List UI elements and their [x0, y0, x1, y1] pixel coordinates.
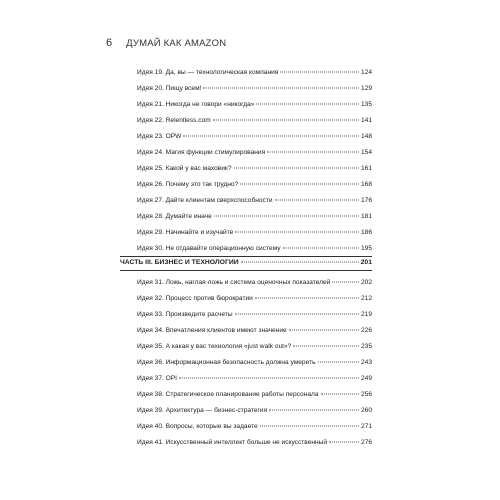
toc-entry — [137, 374, 372, 384]
book-title: ДУМАЙ КАК AMAZON — [126, 38, 227, 49]
toc-entry — [137, 390, 372, 400]
toc-entry-page: 186 — [360, 229, 372, 236]
toc-entry — [137, 294, 372, 304]
dot-leader — [240, 184, 359, 185]
dot-leader — [235, 232, 359, 233]
dot-leader — [256, 104, 359, 105]
toc-entry — [137, 406, 372, 416]
toc-entry-page: 124 — [360, 69, 372, 76]
toc-entry-page: 148 — [360, 133, 372, 140]
part-rule-top — [120, 256, 372, 257]
dot-leader — [255, 298, 359, 299]
toc-entry-title: Идея 20. Пищу всем! — [137, 85, 202, 92]
dot-leader — [275, 200, 359, 201]
toc-entry — [137, 326, 372, 336]
dot-leader — [329, 442, 359, 443]
toc-entry-title: Идея 40. Вопросы, которые вы задаете — [137, 423, 258, 430]
dot-leader — [183, 136, 359, 137]
toc-entry — [137, 212, 372, 222]
toc-entry-page: 243 — [360, 359, 372, 366]
toc-entry-title: Идея 30. Не отдавайте операционную систему — [137, 245, 281, 252]
toc-entry-title: Идея 19. Да, вы — технологическая компания — [137, 69, 279, 76]
toc-entry-page: 141 — [360, 117, 372, 124]
toc-entry — [137, 148, 372, 158]
toc-entry — [137, 84, 372, 94]
toc-entry-page: 235 — [360, 343, 372, 350]
toc-entry — [137, 422, 372, 432]
toc-entry-page: 168 — [360, 181, 372, 188]
toc-entry-page: 176 — [360, 197, 372, 204]
toc-entry-title: Идея 38. Стратегическое планирование работы персонала — [137, 391, 319, 398]
toc-entry — [137, 100, 372, 110]
dot-leader — [332, 282, 359, 283]
dot-leader — [318, 362, 359, 363]
running-head — [106, 37, 226, 49]
toc-entry-title: Идея 36. Информационная безопасность должна умереть — [137, 359, 316, 366]
toc-entry-title: Идея 29. Начинайте и изучайте — [137, 229, 234, 236]
toc-entry — [137, 244, 372, 254]
toc-entry-page: 249 — [360, 375, 372, 382]
toc-entry-title: Идея 22. Relentless.com — [137, 117, 211, 124]
toc-entry-page: 271 — [360, 423, 372, 430]
dot-leader — [213, 120, 359, 121]
toc-entry — [137, 116, 372, 126]
part-heading — [120, 258, 372, 268]
toc-entry-page: 260 — [360, 407, 372, 414]
toc-entry — [137, 132, 372, 142]
toc-entry-title: Идея 25. Какой у вас маховик? — [137, 165, 232, 172]
dot-leader — [241, 262, 359, 263]
toc-entry-title: Идея 33. Произведите расчеты — [137, 311, 233, 318]
dot-leader — [203, 88, 359, 89]
toc-entry-page: 154 — [360, 149, 372, 156]
toc-entry — [137, 438, 372, 448]
toc-entry — [137, 180, 372, 190]
toc-entry-page: 276 — [360, 439, 372, 446]
toc-entry — [137, 278, 372, 288]
toc-entry-title: Идея 27. Дайте клиентам сверхспособности — [137, 197, 273, 204]
dot-leader — [269, 410, 359, 411]
toc-entry-title: Идея 26. Почему это так трудно? — [137, 181, 239, 188]
dot-leader — [280, 72, 359, 73]
toc-entry-page: 195 — [360, 245, 372, 252]
toc-entry-page: 256 — [360, 391, 372, 398]
dot-leader — [321, 394, 359, 395]
dot-leader — [235, 314, 359, 315]
toc-entry-title: Идея 41. Искусственный интеллект больше не искусственный — [137, 439, 328, 446]
toc-entry-title: Идея 39. Архитектура — бизнес-стратегия — [137, 407, 268, 414]
part-rule-bottom — [120, 270, 372, 271]
toc-entry — [137, 342, 372, 352]
toc-entry-title: Идея 21. Никогда не говори «никогда» — [137, 101, 255, 108]
toc-entry — [137, 196, 372, 206]
toc-entry-page: 212 — [360, 295, 372, 302]
toc-entry-title: Идея 28. Думайте иначе — [137, 213, 212, 220]
toc-entry-page: 181 — [360, 213, 372, 220]
toc-entry-title: Идея 37. OPI — [137, 375, 178, 382]
dot-leader — [234, 168, 359, 169]
dot-leader — [214, 216, 359, 217]
dot-leader — [289, 330, 359, 331]
dot-leader — [283, 248, 359, 249]
toc-entry — [137, 228, 372, 238]
toc-entry-page: 161 — [360, 165, 372, 172]
part-page: 201 — [360, 259, 372, 266]
toc-entry-page: 219 — [360, 311, 372, 318]
toc-entry-title: Идея 34. Впечатления клиентов имеют значение — [137, 327, 287, 334]
toc-entry — [137, 164, 372, 174]
toc-entry-title: Идея 31. Ложь, наглая ложь и система оценочных показателей — [137, 279, 331, 286]
toc-entry-title: Идея 35. А какая у вас технология «just walk out»? — [137, 343, 292, 350]
dot-leader — [267, 152, 359, 153]
toc-entry-page: 129 — [360, 85, 372, 92]
dot-leader — [179, 378, 359, 379]
toc-entry — [137, 358, 372, 368]
toc-entry — [137, 68, 372, 78]
toc-entry-title: Идея 23. OPW — [137, 133, 182, 140]
toc-entry-page: 135 — [360, 101, 372, 108]
page-number: 6 — [106, 37, 113, 49]
part-title: ЧАСТЬ III. БИЗНЕС И ТЕХНОЛОГИИ — [120, 259, 239, 266]
toc-entry-page: 202 — [360, 279, 372, 286]
toc-entry-title: Идея 24. Магия функции стимулирования — [137, 149, 266, 156]
dot-leader — [260, 426, 359, 427]
toc-entry-title: Идея 32. Процесс против бюрократии — [137, 295, 253, 302]
toc-entry — [137, 310, 372, 320]
dot-leader — [293, 346, 359, 347]
toc-entry-page: 226 — [360, 327, 372, 334]
